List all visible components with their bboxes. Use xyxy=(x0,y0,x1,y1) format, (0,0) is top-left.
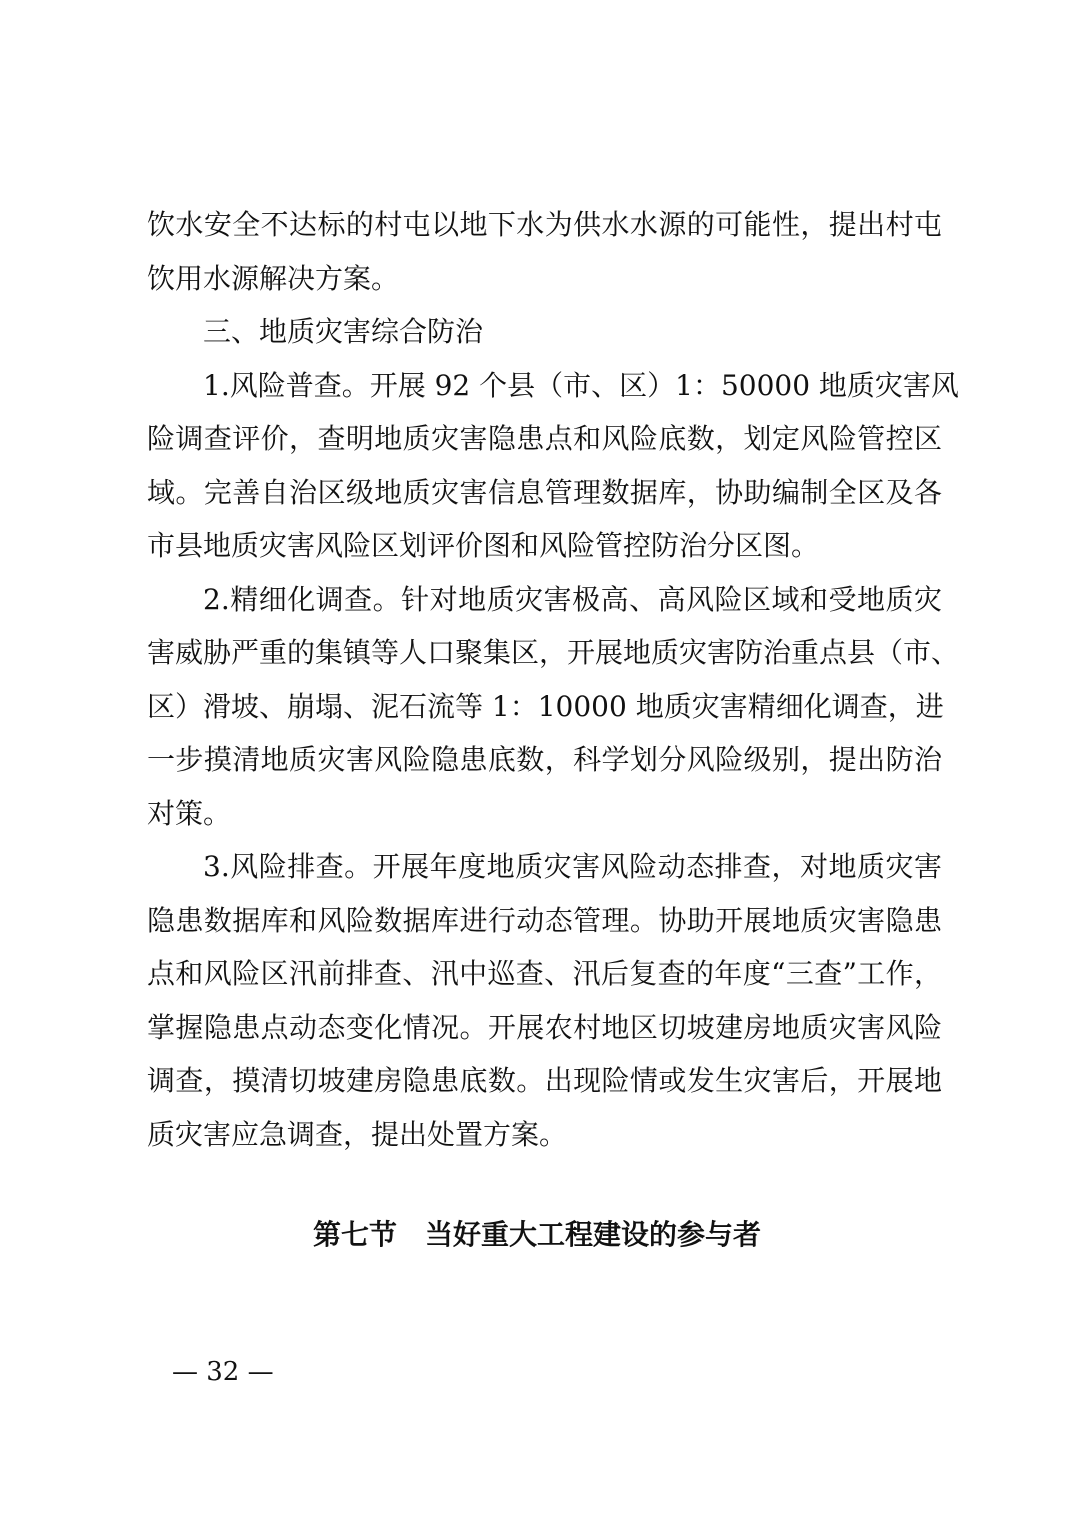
item2-line: 2.精细化调查。针对地质灾害极高、高风险区域和受地质灾 xyxy=(203,582,942,616)
item1-line: 域。完善自治区级地质灾害信息管理数据库，协助编制全区及各 xyxy=(147,475,942,509)
item3-line: 掌握隐患点动态变化情况。开展农村地区切坡建房地质灾害风险 xyxy=(147,1010,942,1044)
item2-line: 区）滑坡、崩塌、泥石流等 1：10000 地质灾害精细化调查，进 xyxy=(147,689,944,723)
paragraph-line: 饮用水源解决方案。 xyxy=(147,261,400,295)
item1-line: 险调查评价，查明地质灾害隐患点和风险底数，划定风险管控区 xyxy=(147,422,942,455)
item2-line: 一步摸清地质灾害风险隐患底数，科学划分风险级别，提出防治 xyxy=(147,743,942,776)
item2-line: 害威胁严重的集镇等人口聚集区，开展地质灾害防治重点县（市、 xyxy=(147,636,960,669)
item1-line: 1.风险普查。开展 92 个县（市、区）1：50000 地质灾害风 xyxy=(203,368,959,402)
item3-line: 质灾害应急调查，提出处置方案。 xyxy=(147,1117,568,1151)
paragraph-line: 饮水安全不达标的村屯以地下水为供水水源的可能性，提出村屯 xyxy=(147,208,942,241)
item3-line: 调查，摸清切坡建房隐患底数。出现险情或发生灾害后，开展地 xyxy=(147,1064,942,1097)
item3-line: 隐患数据库和风险数据库进行动态管理。协助开展地质灾害隐患 xyxy=(147,903,942,937)
item2-line: 对策。 xyxy=(147,796,232,830)
item3-line: 3.风险排查。开展年度地质灾害风险动态排查，对地质灾害 xyxy=(203,850,942,883)
body-text xyxy=(147,198,960,1161)
item3-line: 点和风险区汛前排查、汛中巡查、汛后复查的年度“三查”工作， xyxy=(147,957,942,990)
subsection-heading: 三、地质灾害综合防治 xyxy=(203,315,484,348)
item1-line: 市县地质灾害风险区划评价图和风险管控防治分区图。 xyxy=(147,529,820,562)
page-number: — 32 — xyxy=(172,1357,274,1387)
section-title: 第七节 当好重大工程建设的参与者 xyxy=(312,1218,761,1251)
